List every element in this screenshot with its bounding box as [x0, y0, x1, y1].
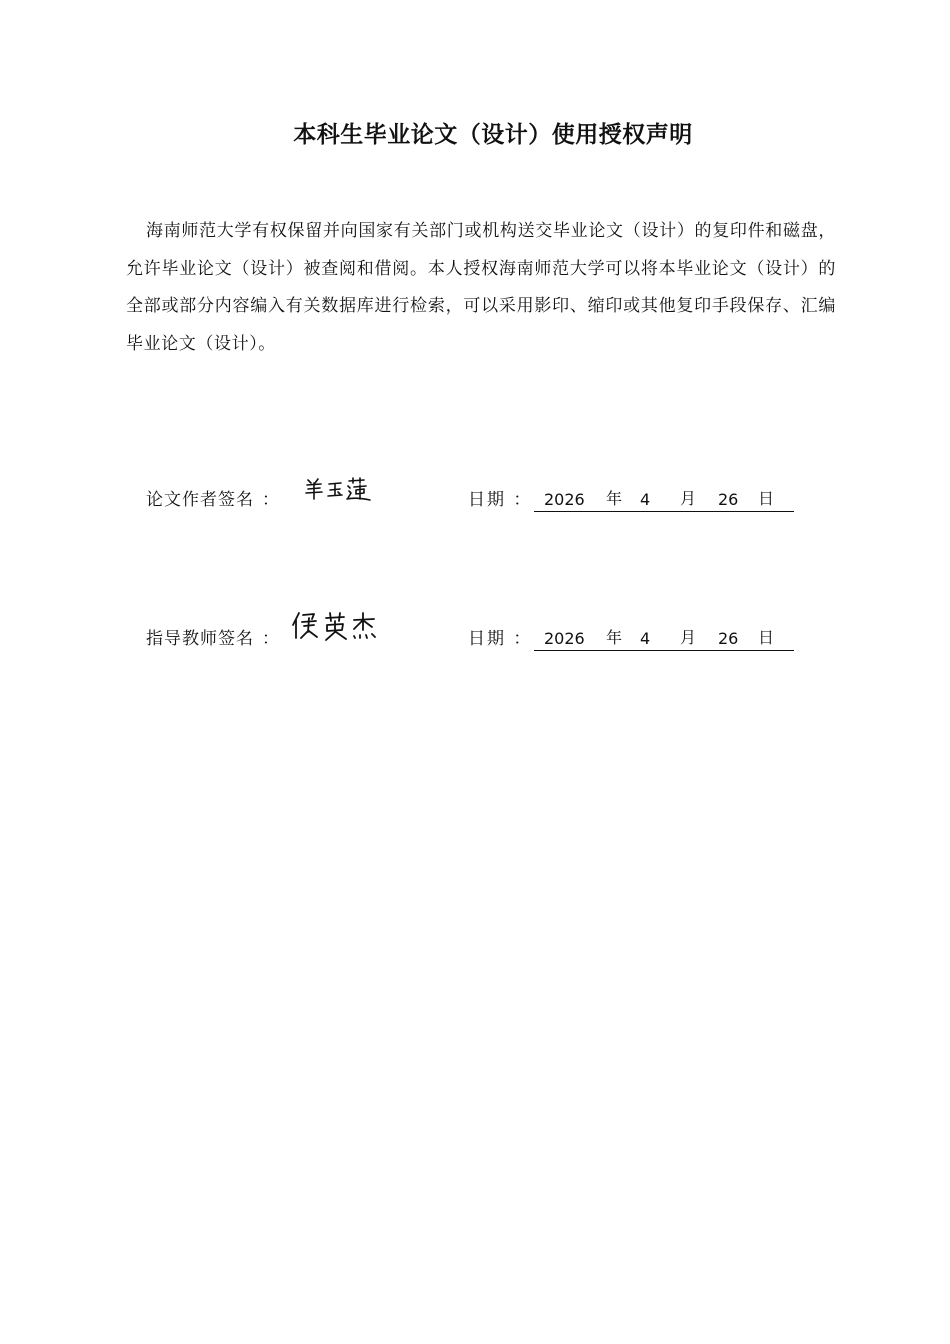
author-date-day: 26	[718, 490, 739, 509]
author-date-year-unit: 年	[606, 489, 623, 508]
document-title: 本科生毕业论文（设计）使用授权声明	[293, 122, 693, 148]
advisor-signature-row	[146, 615, 826, 655]
author-date-month-unit: 月	[680, 489, 697, 508]
author-signature-label: 论文作者签名	[146, 490, 254, 510]
advisor-date-month: 4	[640, 629, 651, 648]
advisor-date-label-text: 日期	[468, 629, 506, 649]
advisor-date-year-unit: 年	[606, 628, 623, 647]
author-date-colon: ：	[513, 490, 533, 510]
author-date-month: 4	[640, 490, 651, 509]
author-date-label	[468, 485, 532, 510]
advisor-signature-label: 指导教师签名	[146, 629, 254, 649]
advisor-signature-colon: ：	[262, 629, 279, 649]
advisor-date-month-unit: 月	[680, 628, 697, 647]
advisor-handwritten-signature	[290, 610, 382, 644]
advisor-date-day-unit: 日	[758, 628, 775, 647]
advisor-date-day: 26	[718, 629, 739, 648]
advisor-date-year: 2026	[544, 629, 585, 648]
authorization-statement: 海南师范大学有权保留并向国家有关部门或机构送交毕业论文（设计）的复印件和磁盘，允许毕业论文（设计）被查阅和借阅。本人授权海南师范大学可以将本毕业论文（设计）的全部或部分内容编入有关数据库进行检索，可以采用影印、缩印或其他复印手段保存、汇编毕业论文（设计）。	[126, 221, 836, 354]
author-signature-colon: ：	[262, 490, 279, 510]
advisor-signature	[290, 610, 382, 649]
author-signature	[304, 475, 376, 510]
author-date-field	[534, 485, 794, 512]
author-handwritten-signature	[304, 475, 376, 505]
author-date-day-unit: 日	[758, 489, 775, 508]
author-date-label-text: 日期	[468, 490, 506, 510]
advisor-date-field	[534, 624, 794, 651]
advisor-date-label	[468, 624, 532, 649]
advisor-date-colon: ：	[513, 629, 533, 649]
author-signature-row	[146, 476, 826, 516]
author-date-year: 2026	[544, 490, 585, 509]
